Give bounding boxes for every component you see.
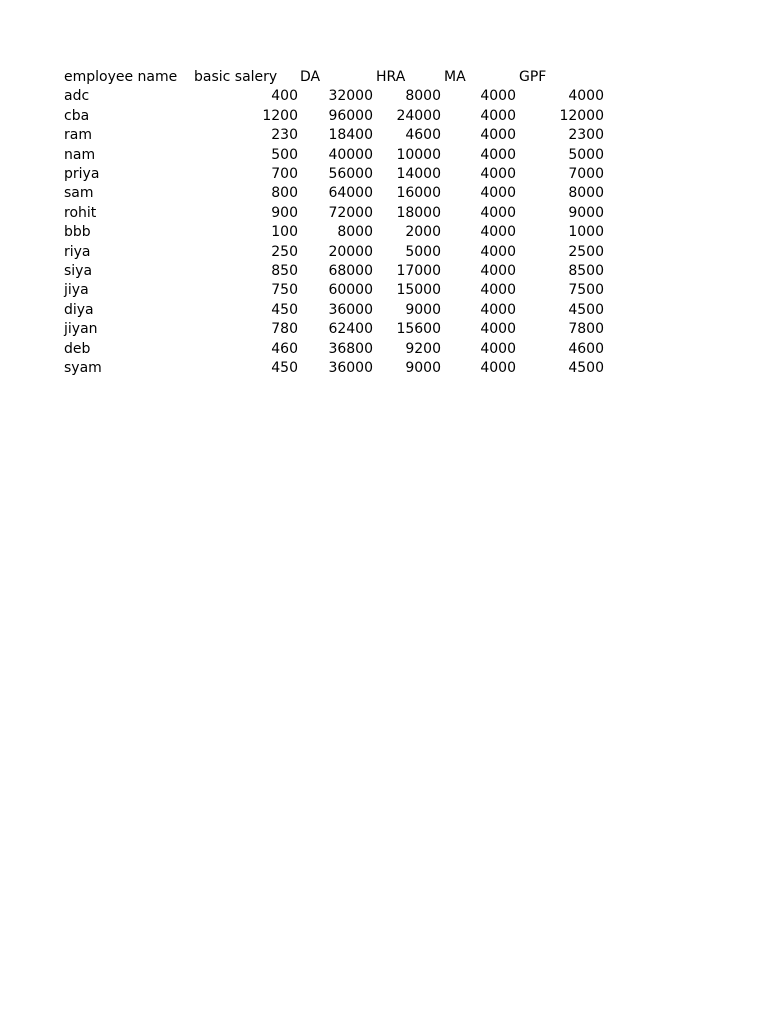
cell-gpf: 4500 [568,360,604,377]
cell-hra: 16000 [396,185,441,202]
cell-basic-salery: 500 [271,146,298,163]
cell-ma: 4000 [480,321,516,338]
header-row [64,68,604,87]
salary-sheet [64,68,604,379]
cell-basic-salery: 800 [271,185,298,202]
cell-basic-salery: 400 [271,88,298,105]
cell-da: 36000 [328,301,373,318]
cell-ma: 4000 [480,301,516,318]
header-hra: HRA [376,69,406,85]
cell-da: 36800 [328,340,373,357]
cell-basic-salery: 450 [271,301,298,318]
cell-employee-name: riya [64,243,91,260]
cell-hra: 10000 [396,146,441,163]
cell-hra: 9000 [405,301,441,318]
cell-employee-name: cba [64,107,90,124]
cell-basic-salery: 450 [271,360,298,377]
cell-hra: 8000 [405,88,441,105]
header-gpf: GPF [519,69,547,85]
cell-employee-name: siya [64,263,93,280]
cell-gpf: 2300 [568,127,604,144]
cell-employee-name: jiyan [64,321,98,338]
table-row [64,204,604,223]
cell-hra: 17000 [396,263,441,280]
cell-employee-name: jiya [64,282,89,299]
cell-gpf: 7000 [568,166,604,183]
cell-ma: 4000 [480,88,516,105]
table-body [64,87,604,378]
cell-employee-name: syam [64,360,102,377]
cell-hra: 24000 [396,107,441,124]
cell-ma: 4000 [480,263,516,280]
table-row [64,262,604,281]
cell-da: 40000 [328,146,373,163]
cell-basic-salery: 100 [271,224,298,241]
cell-gpf: 9000 [568,204,604,221]
cell-hra: 18000 [396,204,441,221]
cell-basic-salery: 780 [271,321,298,338]
cell-gpf: 2500 [568,243,604,260]
cell-basic-salery: 700 [271,166,298,183]
table-row [64,359,604,378]
cell-hra: 2000 [405,224,441,241]
table-row [64,301,604,320]
salary-table [64,68,604,379]
cell-ma: 4000 [480,204,516,221]
table-row [64,223,604,242]
cell-hra: 9000 [405,360,441,377]
cell-gpf: 5000 [568,146,604,163]
table-row [64,281,604,300]
cell-gpf: 4000 [568,88,604,105]
cell-hra: 15600 [396,321,441,338]
table-row [64,184,604,203]
cell-ma: 4000 [480,166,516,183]
cell-da: 72000 [328,204,373,221]
cell-hra: 14000 [396,166,441,183]
cell-gpf: 1000 [568,224,604,241]
cell-ma: 4000 [480,340,516,357]
cell-da: 32000 [328,88,373,105]
cell-da: 60000 [328,282,373,299]
cell-basic-salery: 900 [271,204,298,221]
cell-gpf: 12000 [559,107,604,124]
table-row [64,107,604,126]
cell-basic-salery: 1200 [262,107,298,124]
cell-gpf: 4500 [568,301,604,318]
cell-hra: 9200 [405,340,441,357]
cell-basic-salery: 230 [271,127,298,144]
cell-gpf: 4600 [568,340,604,357]
header-ma: MA [444,69,466,85]
cell-gpf: 8000 [568,185,604,202]
cell-employee-name: nam [64,146,96,163]
cell-da: 96000 [328,107,373,124]
header-basic-salery: basic salery [194,69,278,85]
cell-da: 62400 [328,321,373,338]
table-row [64,165,604,184]
cell-ma: 4000 [480,360,516,377]
cell-da: 56000 [328,166,373,183]
cell-ma: 4000 [480,282,516,299]
cell-employee-name: diya [64,301,94,318]
cell-gpf: 8500 [568,263,604,280]
cell-basic-salery: 460 [271,340,298,357]
header-da: DA [300,69,321,85]
cell-da: 68000 [328,263,373,280]
table-row [64,146,604,165]
cell-employee-name: sam [64,185,94,202]
cell-da: 20000 [328,243,373,260]
table-row [64,320,604,339]
table-row [64,243,604,262]
cell-ma: 4000 [480,107,516,124]
cell-gpf: 7800 [568,321,604,338]
cell-employee-name: bbb [64,224,91,241]
cell-gpf: 7500 [568,282,604,299]
cell-basic-salery: 850 [271,263,298,280]
cell-employee-name: deb [64,340,91,357]
cell-ma: 4000 [480,224,516,241]
cell-ma: 4000 [480,243,516,260]
cell-ma: 4000 [480,127,516,144]
cell-basic-salery: 750 [271,282,298,299]
cell-ma: 4000 [480,146,516,163]
table-row [64,87,604,106]
cell-hra: 5000 [405,243,441,260]
table-row [64,126,604,145]
cell-da: 18400 [328,127,373,144]
cell-da: 64000 [328,185,373,202]
cell-da: 36000 [328,360,373,377]
cell-ma: 4000 [480,185,516,202]
cell-basic-salery: 250 [271,243,298,260]
cell-employee-name: ram [64,127,92,144]
cell-hra: 4600 [405,127,441,144]
cell-hra: 15000 [396,282,441,299]
header-employee-name: employee name [64,69,178,85]
table-row [64,340,604,359]
cell-da: 8000 [337,224,373,241]
cell-employee-name: rohit [64,204,97,221]
cell-employee-name: adc [64,88,90,105]
cell-employee-name: priya [64,166,100,183]
